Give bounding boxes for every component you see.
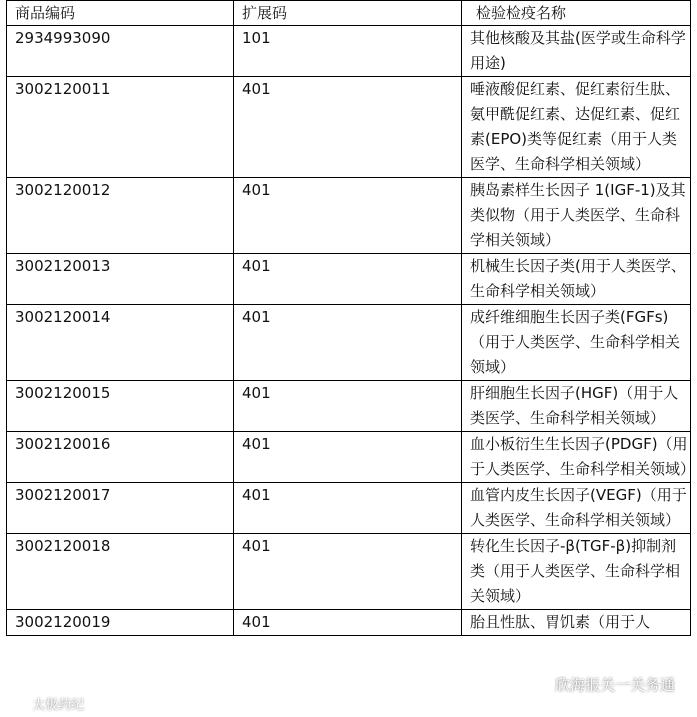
header-commodity-code: 商品编码: [7, 1, 234, 26]
inspection-table: [6, 0, 696, 636]
inspection-name-cell: 其他核酸及其盐(医学或生命科学用途): [462, 26, 691, 77]
table-row: [7, 254, 691, 305]
commodity-code-cell: 3002120019: [7, 610, 234, 636]
extension-code-cell: 101: [234, 26, 462, 77]
watermark-right: [532, 674, 675, 695]
table-row: [7, 26, 691, 77]
commodity-code-cell: 3002120016: [7, 432, 234, 483]
inspection-name-cell: 转化生长因子-β(TGF-β)抑制剂类（用于人类医学、生命科学相关领域）: [462, 534, 691, 610]
inspection-name-cell: 血管内皮生长因子(VEGF)（用于人类医学、生命科学相关领域）: [462, 483, 691, 534]
inspection-name-cell: 肝细胞生长因子(HGF)（用于人类医学、生命科学相关领域）: [462, 381, 691, 432]
extension-code-cell: 401: [234, 534, 462, 610]
commodity-code-cell: 3002120014: [7, 305, 234, 381]
extension-code-cell: 401: [234, 483, 462, 534]
inspection-name-cell: 唾液酸促红素、促红素衍生肽、氨甲酰促红素、达促红素、促红素(EPO)类等促红素（用于人类医学、生命科学相关领域）: [462, 77, 691, 178]
header-inspection-name: 检验检疫名称: [462, 1, 691, 26]
extension-code-cell: 401: [234, 305, 462, 381]
inspection-name-cell: 胰岛素样生长因子 1(IGF-1)及其类似物（用于人类医学、生命科学相关领域）: [462, 178, 691, 254]
table-row: [7, 534, 691, 610]
extension-code-cell: 401: [234, 77, 462, 178]
watermark-right-text: 欣海报关一关务通: [554, 676, 675, 694]
table-row: [7, 432, 691, 483]
table-row: [7, 610, 691, 636]
inspection-name-cell: 胎且性肽、胃饥素（用于人: [462, 610, 691, 636]
extension-code-cell: 401: [234, 610, 462, 636]
commodity-code-cell: 3002120018: [7, 534, 234, 610]
inspection-name-cell: 机械生长因子类(用于人类医学、生命科学相关领域）: [462, 254, 691, 305]
inspection-name-cell: 成纤维细胞生长因子类(FGFs)（用于人类医学、生命科学相关领域）: [462, 305, 691, 381]
table-row: [7, 305, 691, 381]
extension-code-cell: 401: [234, 381, 462, 432]
header-extension-code: 扩展码: [234, 1, 462, 26]
table-row: [7, 77, 691, 178]
commodity-code-cell: 2934993090: [7, 26, 234, 77]
extension-code-cell: 401: [234, 432, 462, 483]
wechat-icon: [10, 699, 28, 713]
extension-code-cell: 401: [234, 254, 462, 305]
table-row: [7, 381, 691, 432]
table-row: [7, 483, 691, 534]
watermark-left-text: 太极药纪: [32, 698, 85, 713]
extension-code-cell: 401: [234, 178, 462, 254]
inspection-name-cell: 血小板衍生生长因子(PDGF)（用于人类医学、生命科学相关领域）: [462, 432, 691, 483]
watermark-left: [10, 694, 84, 713]
wechat-icon: [532, 679, 550, 693]
commodity-code-cell: 3002120011: [7, 77, 234, 178]
commodity-code-cell: 3002120012: [7, 178, 234, 254]
commodity-code-cell: 3002120013: [7, 254, 234, 305]
table-row: [7, 178, 691, 254]
commodity-code-cell: 3002120015: [7, 381, 234, 432]
table-header-row: [7, 1, 691, 26]
commodity-code-cell: 3002120017: [7, 483, 234, 534]
